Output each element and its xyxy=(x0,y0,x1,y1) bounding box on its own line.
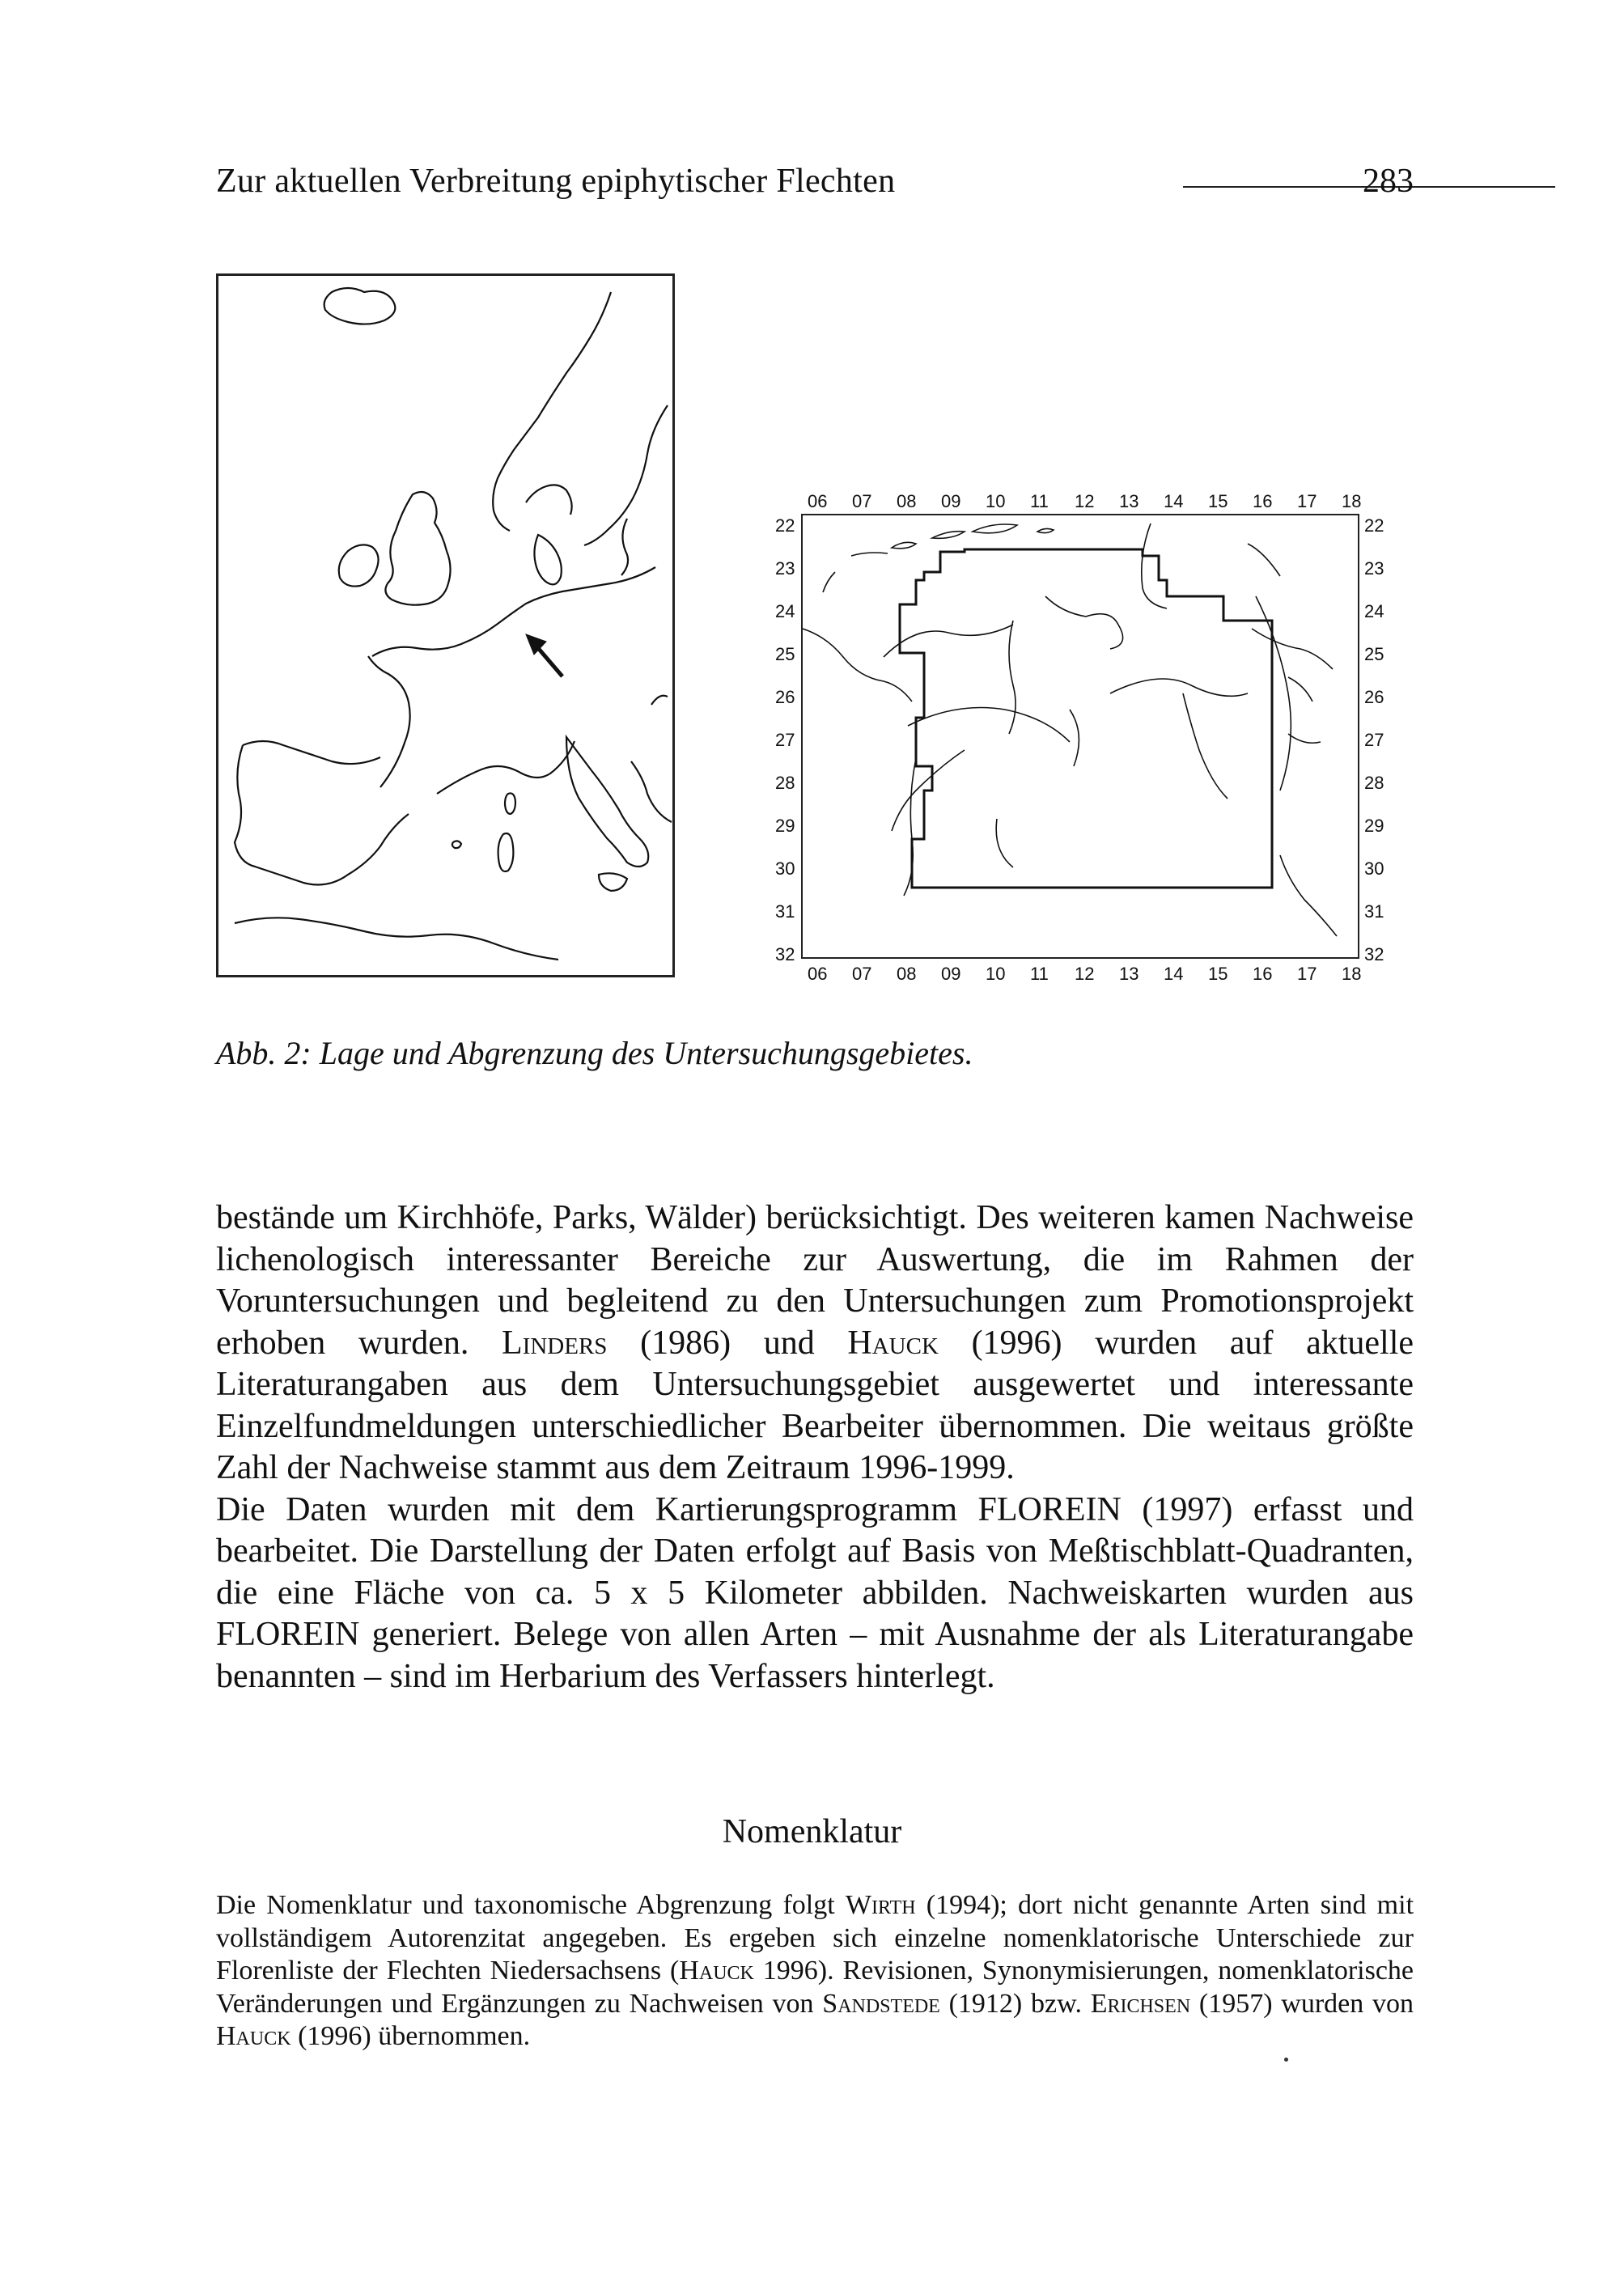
grid-column-label-top: 08 xyxy=(897,491,917,511)
grid-column-label-bottom: 18 xyxy=(1342,964,1362,984)
grid-row-label-left: 32 xyxy=(775,944,795,964)
running-title: Zur aktuellen Verbreitung epiphytischer Flechten xyxy=(216,163,896,200)
grid-column-label-bottom: 10 xyxy=(986,964,1006,984)
section-heading-nomenklatur: Nomenklatur xyxy=(722,1813,902,1850)
grid-column-label-bottom: 16 xyxy=(1253,964,1273,984)
grid-row-label-right: 29 xyxy=(1364,816,1384,836)
running-header xyxy=(216,162,1414,210)
study-area-drawing xyxy=(803,515,1359,959)
author-sandstede: Sandstede xyxy=(822,1988,940,2019)
grid-row-label-left: 25 xyxy=(775,644,795,664)
nomenklatur-paragraph xyxy=(216,1889,1414,2054)
grid-column-label-bottom: 14 xyxy=(1164,964,1184,984)
grid-row-label-right: 31 xyxy=(1364,901,1384,922)
author-linders: Linders xyxy=(502,1324,608,1362)
nomenklatur-part-3: 1996). Revisionen, Synonymisierungen, nomenklatorische Veränderungen und Ergänzungen zu Nachweisen von xyxy=(216,1956,1414,2019)
paragraph-2: Die Daten wurden mit dem Kartierungsprogramm FLOREIN (1997) erfasst und bearbeitet. Die Darstellung der Daten erfolgt auf Basis von Meßtischblatt-Quadranten, die eine Fläche von ca. 5 x 5 Kilometer abbilden. Nachweiskarten wurden aus FLOREIN generiert. Belege von allen Arten – mit Ausnahme der als Literaturangabe benannten – sind im Herbarium des Verfassers hinterlegt. xyxy=(216,1490,1414,1695)
stray-dot xyxy=(1284,2058,1288,2062)
figure-caption: Abb. 2: Lage und Abgrenzung des Untersuchungsgebietes. xyxy=(216,1035,973,1071)
grid-row-label-right: 28 xyxy=(1364,773,1384,793)
grid-map-frame xyxy=(801,514,1359,959)
page-number: 283 xyxy=(1363,163,1414,200)
body-text xyxy=(216,1197,1414,1697)
grid-column-label-top: 07 xyxy=(852,491,872,511)
grid-column-label-bottom: 06 xyxy=(808,964,828,984)
grid-column-label-top: 13 xyxy=(1119,491,1139,511)
grid-column-label-top: 17 xyxy=(1297,491,1317,511)
grid-row-label-right: 26 xyxy=(1364,687,1384,707)
nomenklatur-part-4: (1912) bzw. xyxy=(948,1988,1082,2019)
grid-column-label-top: 16 xyxy=(1253,491,1273,511)
grid-column-label-bottom: 09 xyxy=(941,964,961,984)
grid-column-label-bottom: 07 xyxy=(852,964,872,984)
grid-column-label-top: 14 xyxy=(1164,491,1184,511)
grid-row-label-left: 27 xyxy=(775,730,795,750)
grid-column-label-bottom: 15 xyxy=(1208,964,1228,984)
grid-row-label-left: 22 xyxy=(775,515,795,536)
grid-row-label-right: 23 xyxy=(1364,558,1384,579)
grid-column-label-bottom: 17 xyxy=(1297,964,1317,984)
grid-column-label-top: 09 xyxy=(941,491,961,511)
paragraph-1-part-b: (1986) und xyxy=(640,1324,815,1362)
grid-column-label-top: 11 xyxy=(1030,491,1049,511)
grid-row-label-left: 31 xyxy=(775,901,795,922)
location-arrow xyxy=(526,634,562,676)
grid-column-label-bottom: 12 xyxy=(1075,964,1095,984)
paragraph-1-part-c: (1996) wurden auf aktuelle Literaturangaben aus dem Untersuchungsgebiet ausgewertet und interessante Einzelfundmeldungen unterschiedlicher Bearbeiter übernommen. Die weitaus größte Zahl der Nachweise stammt aus dem Zeitraum 1996-1999. xyxy=(216,1324,1414,1486)
paragraph-1-part-a: bestände um Kirchhöfe, Parks, Wälder) berücksichtigt. Des weiteren kamen Nachweise lichenologisch interessanter Bereiche zur Auswertung, die im Rahmen der Voruntersuchungen und begleitend zu den Untersuchungen zum Promotionsprojekt erhoben wurden. xyxy=(216,1199,1414,1362)
study-area-boundary xyxy=(900,549,1272,888)
grid-column-label-top: 12 xyxy=(1075,491,1095,511)
study-area-grid-map xyxy=(757,473,1404,1024)
grid-column-label-bottom: 08 xyxy=(897,964,917,984)
author-wirth: Wirth xyxy=(845,1890,916,1920)
author-hauck: Hauck xyxy=(847,1324,939,1362)
grid-column-label-top: 10 xyxy=(986,491,1006,511)
nomenklatur-text xyxy=(216,1889,1414,2054)
grid-row-label-right: 27 xyxy=(1364,730,1384,750)
grid-row-label-left: 30 xyxy=(775,858,795,879)
author-hauck-1: Hauck xyxy=(679,1956,754,1986)
grid-column-label-bottom: 11 xyxy=(1030,964,1049,984)
grid-row-label-left: 28 xyxy=(775,773,795,793)
nomenklatur-part-6: (1996) übernommen. xyxy=(298,2021,531,2051)
grid-row-label-left: 29 xyxy=(775,816,795,836)
grid-row-label-right: 30 xyxy=(1364,858,1384,879)
europe-coastline-drawing xyxy=(218,276,675,977)
grid-column-label-top: 06 xyxy=(808,491,828,511)
nomenklatur-part-1: Die Nomenklatur und taxonomische Abgrenzung folgt xyxy=(216,1890,835,1920)
grid-row-label-right: 22 xyxy=(1364,515,1384,536)
grid-row-label-left: 26 xyxy=(775,687,795,707)
grid-row-label-left: 23 xyxy=(775,558,795,579)
grid-row-label-right: 32 xyxy=(1364,944,1384,964)
grid-row-label-left: 24 xyxy=(775,601,795,621)
grid-row-label-right: 24 xyxy=(1364,601,1384,621)
paragraph-1 xyxy=(216,1197,1414,1490)
grid-column-label-bottom: 13 xyxy=(1119,964,1139,984)
nomenklatur-part-5: (1957) wurden von xyxy=(1198,1988,1414,2019)
author-erichsen: Erichsen xyxy=(1090,1988,1191,2019)
grid-column-label-top: 18 xyxy=(1342,491,1362,511)
grid-row-label-right: 25 xyxy=(1364,644,1384,664)
grid-column-label-top: 15 xyxy=(1208,491,1228,511)
author-hauck-2: Hauck xyxy=(216,2021,291,2051)
nomenklatur-part-2: (1994); dort nicht genannte Arten sind mit vollständigem Autorenzitat angegeben. Es ergeben sich einzelne nomenklatorische Unterschiede zur Florenliste der Flechten Niedersachsens ( xyxy=(216,1890,1414,1986)
europe-overview-map xyxy=(216,273,675,977)
